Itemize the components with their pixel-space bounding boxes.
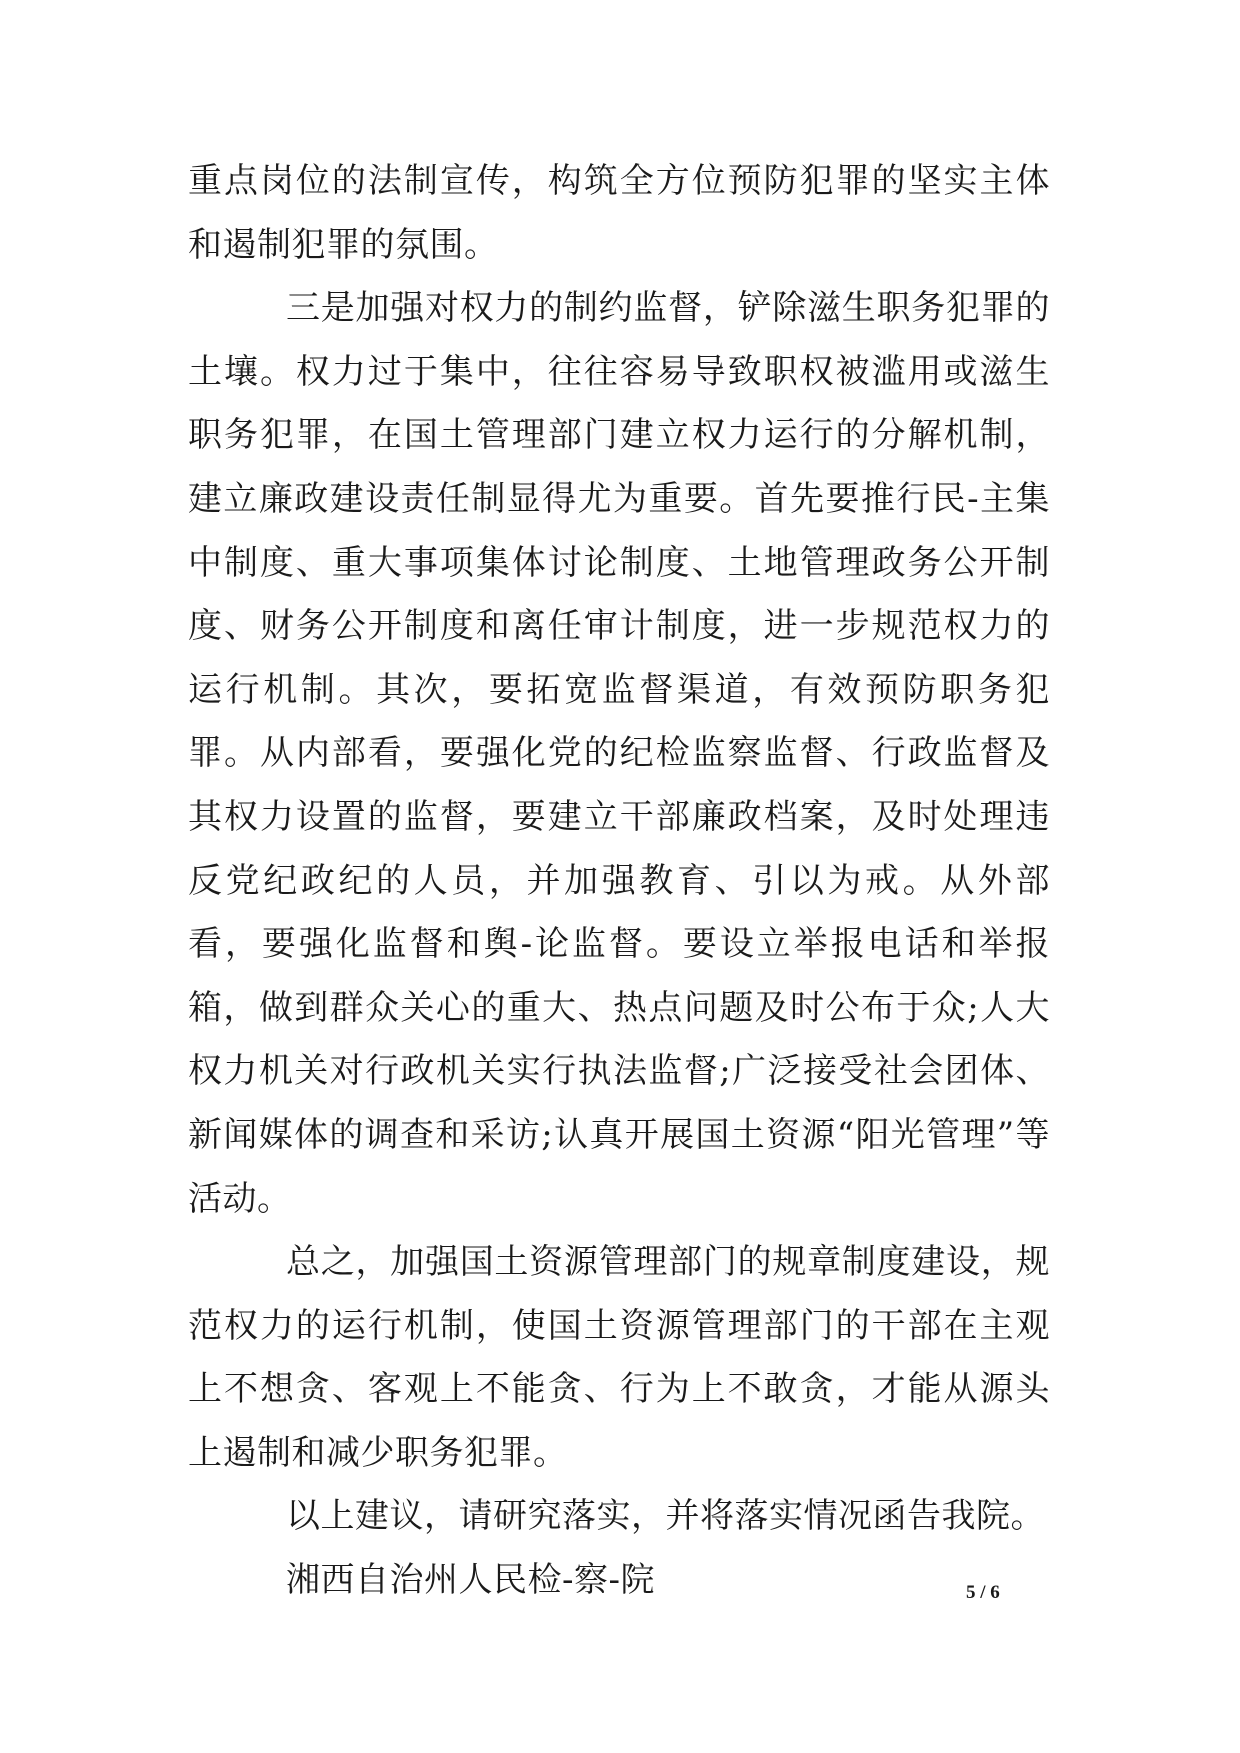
paragraph-conclusion: 总之，加强国土资源管理部门的规章制度建设，规范权力的运行机制，使国土资源管理部门的干部在主观上不想贪、客观上不能贪、行为上不敢贪，才能从源头上遏制和减少职务犯罪。 [188, 1242, 1050, 1473]
paragraph-request: 以上建议，请研究落实，并将落实情况函告我院。 [286, 1496, 1045, 1537]
signature-organization: 湘西自治州人民检-察-院 [286, 1560, 655, 1601]
paragraph-power-supervision: 三是加强对权力的制约监督，铲除滋生职务犯罪的土壤。权力过于集中，往往容易导致职权被滥用或滋生职务犯罪，在国土管理部门建立权力运行的分解机制，建立廉政建设责任制显得尤为重要。首先要推行民-主集中制度、重大事项集体讨论制度、土地管理政务公开制度、财务公开制度和离任审计制度，进一步规范权力的运行机制。其次，要拓宽监督渠道，有效预防职务犯罪。从内部看，要强化党的纪检监察监督、行政监督及其权力设置的监督，要建立干部廉政档案，及时处理违反党纪政纪的人员，并加强教育、引以为戒。从外部看，要强化监督和舆-论监督。要设立举报电话和举报箱，做到群众关心的重大、热点问题及时公布于众;人大权力机关对行政机关实行执法监督;广泛接受社会团体、新闻媒体的调查和采访;认真开展国土资源“阳光管理”等活动。 [188, 288, 1050, 1219]
paragraph-intro-continuation: 重点岗位的法制宣传，构筑全方位预防犯罪的坚实主体和遏制犯罪的氛围。 [188, 161, 1050, 265]
document-body [188, 150, 1050, 1613]
page-number: 5 / 6 [966, 1582, 1000, 1603]
